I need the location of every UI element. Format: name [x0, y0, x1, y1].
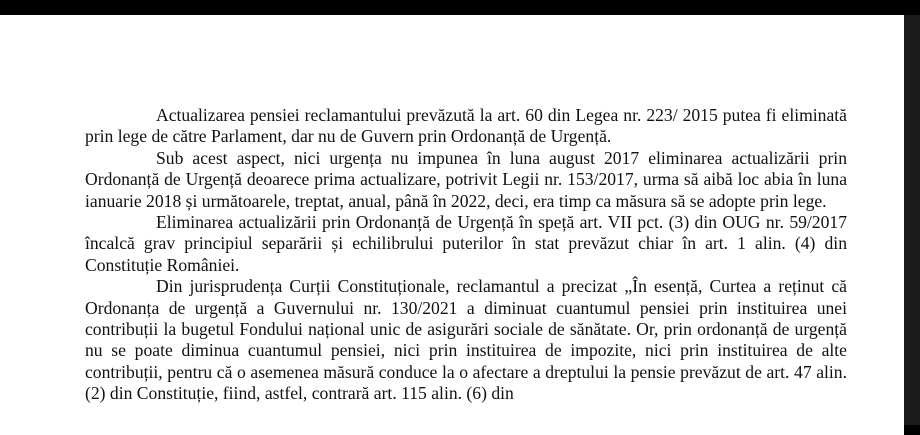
- scrollbar-track[interactable]: [904, 15, 920, 425]
- paragraph-1: Actualizarea pensiei reclamantului prevăzută la art. 60 din Legea nr. 223/ 2015 putea fi eliminată prin lege de către Parlament, dar nu de Guvern prin Ordonanță de Urgență.: [85, 105, 847, 147]
- paragraph-2: Sub acest aspect, nici urgența nu impunea în luna august 2017 eliminarea actualizării prin Ordonanță de Urgență deoarece prima actualizare, potrivit Legii nr. 153/2017, urma să aibă loc abia în luna ianuarie 2018 și următoarele, treptat, anual, până în 2022, deci, era timp ca măsura să se adopte prin lege.: [85, 147, 847, 211]
- document-body: [85, 105, 847, 405]
- document-page: [0, 15, 904, 435]
- paragraph-3: Eliminarea actualizării prin Ordonanță de Urgență în speță art. VII pct. (3) din OUG nr. 59/2017 încalcă grav principiul separării și echilibrului puterilor în stat prevăzut chiar în art. 1 alin. (4) din Constituție României.: [85, 212, 847, 275]
- paragraph-4: Din jurisprudența Curții Constituționale, reclamantul a precizat „În esență, Curtea a reținut că Ordonanța de urgență a Guvernului nr. 130/2021 a diminuat cuantumul pensiei prin instituirea unei contribuții la bugetul Fondului național unic de asigurări sociale de sănătate. Or, prin ordonanță de urgență nu se poate diminua cuantumul pensiei, nici prin instituirea de impozite, nici prin instituirea de alte contribuții, pentru că o asemenea măsură conduce la o afectare a dreptului la pensie prevăzut de art. 47 alin. (2) din Constituție, fiind, astfel, contrară art. 115 alin. (6) din: [85, 276, 847, 404]
